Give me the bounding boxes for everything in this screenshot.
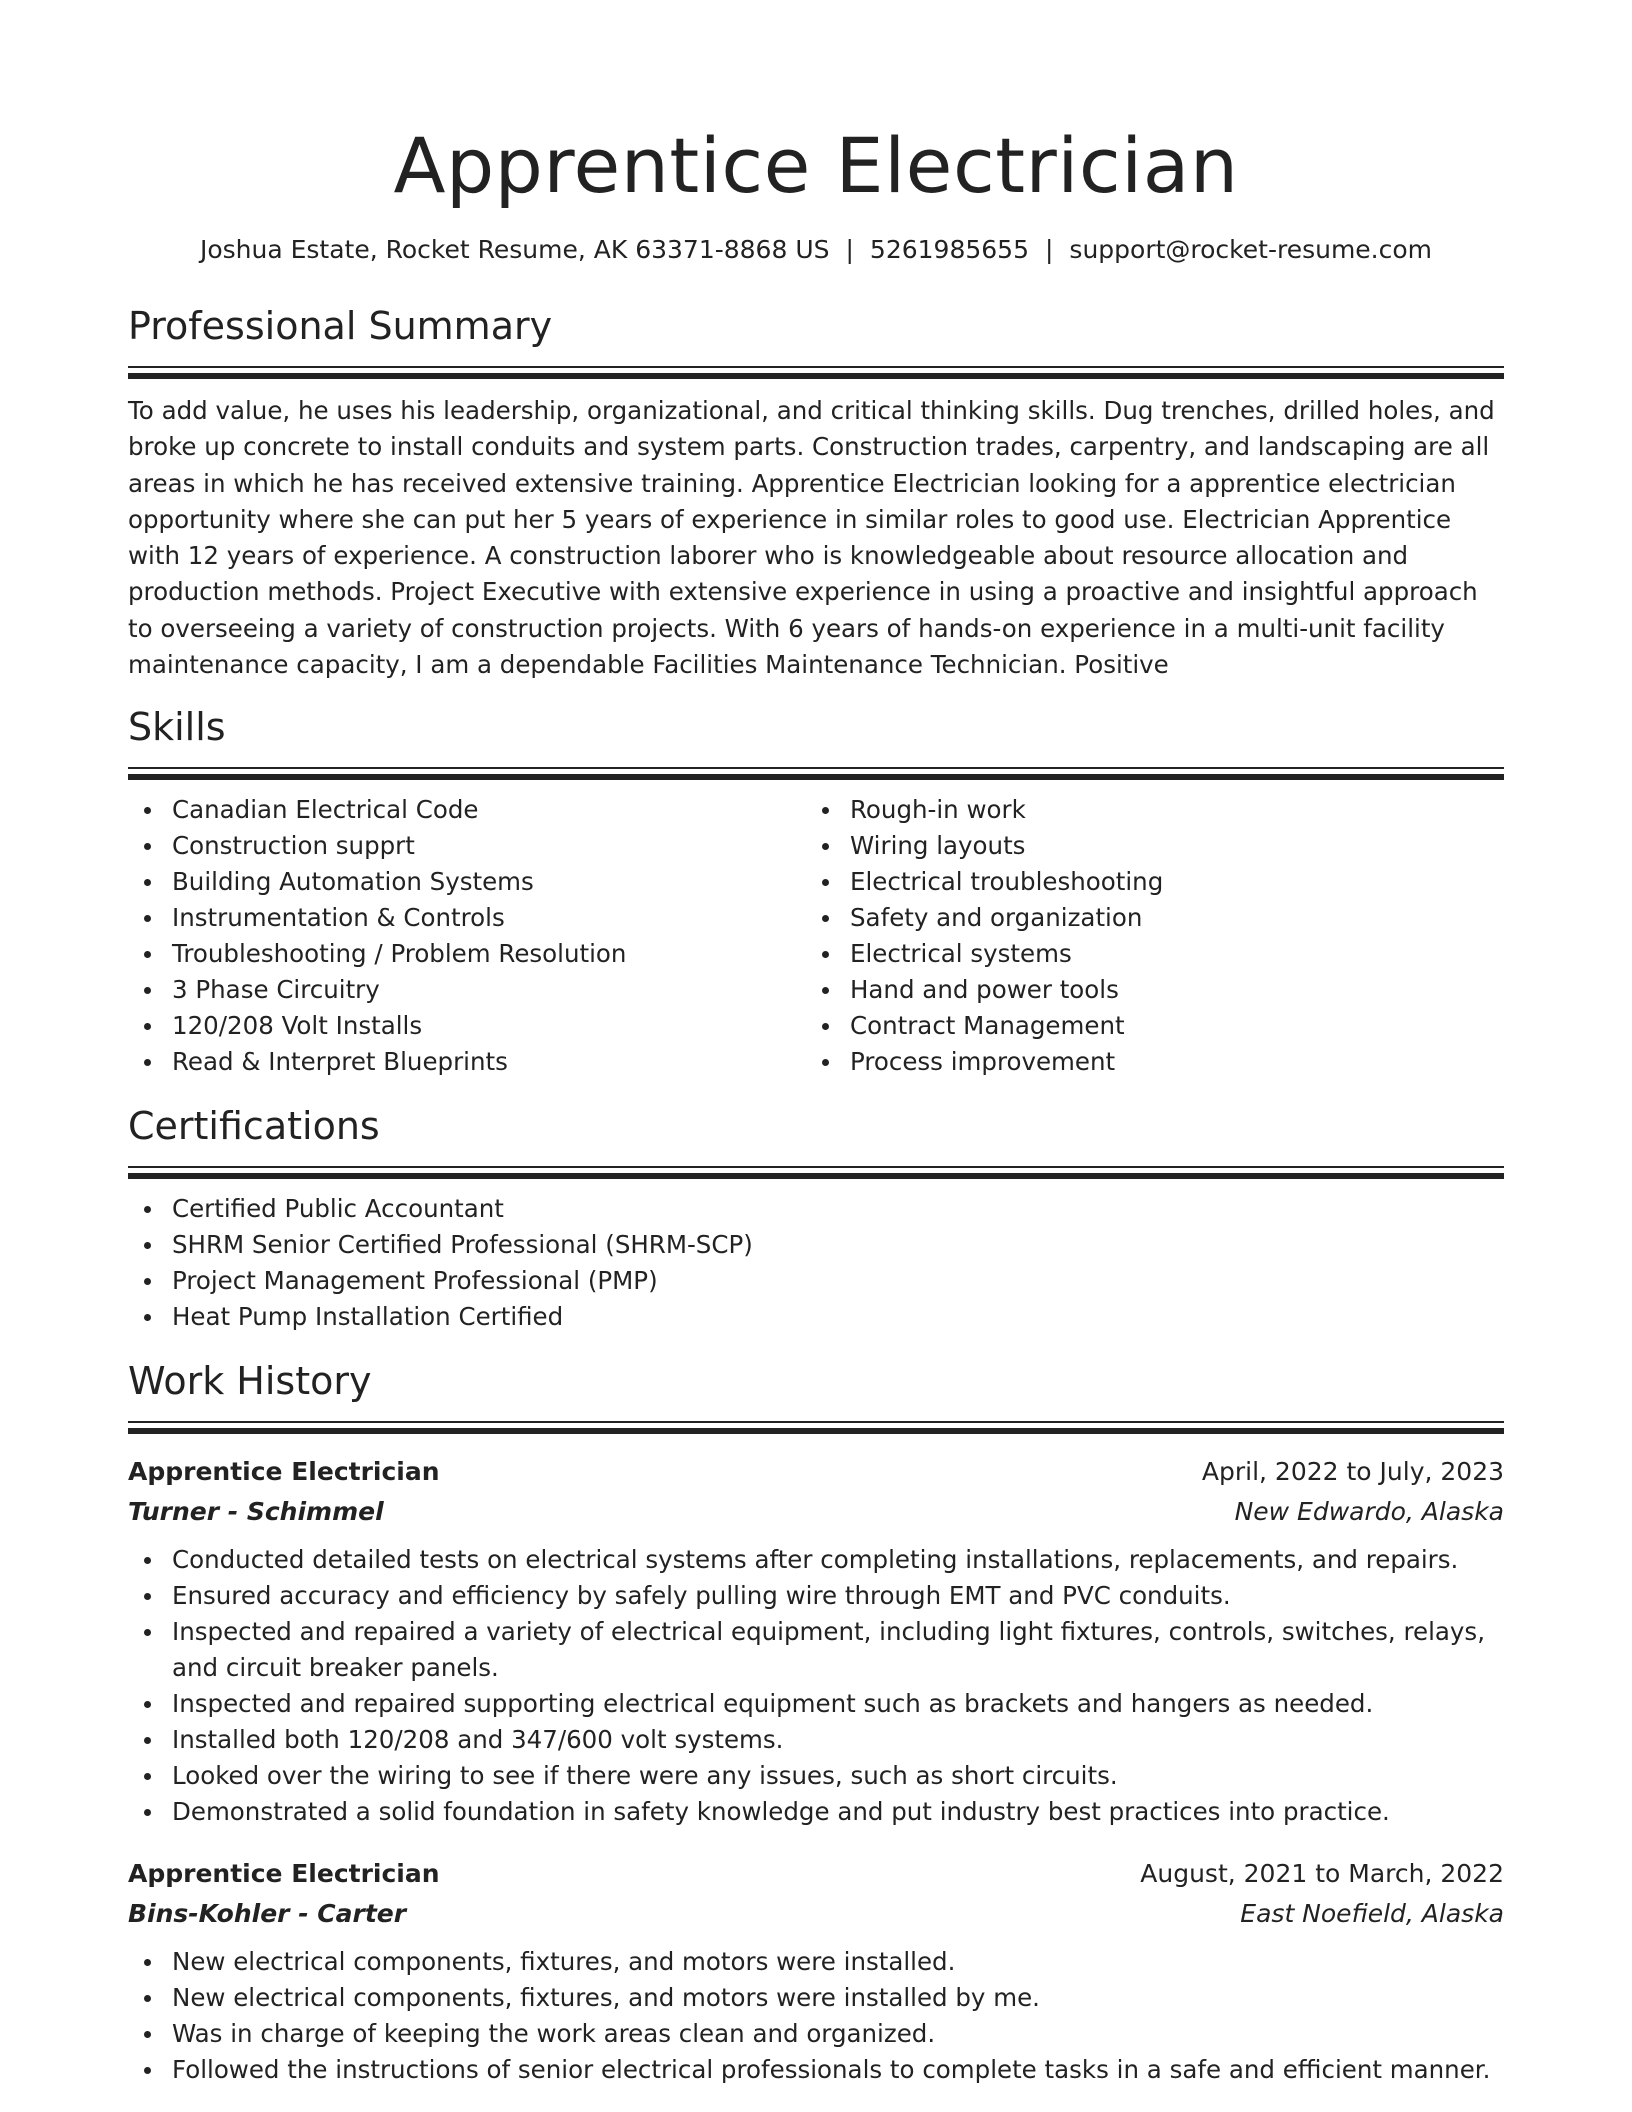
- skill-item: Troubleshooting / Problem Resolution: [128, 936, 806, 972]
- skill-item: Contract Management: [806, 1008, 1484, 1044]
- job-duty-item: Followed the instructions of senior electrical professionals to complete tasks in a safe and efficient manner.: [128, 2052, 1504, 2088]
- job-header-row: [128, 1452, 1504, 1492]
- skills-grid: [128, 792, 1504, 1080]
- skill-item: Electrical systems: [806, 936, 1484, 972]
- job-duty-item: Demonstrated a solid foundation in safety knowledge and put industry best practices into practice.: [128, 1794, 1504, 1830]
- job-employer-row: [128, 1894, 1504, 1934]
- job-duty-item: Inspected and repaired supporting electrical equipment such as brackets and hangers as needed.: [128, 1686, 1504, 1722]
- contact-email: support@rocket-resume.com: [1069, 235, 1433, 264]
- skill-item: 3 Phase Circuitry: [128, 972, 806, 1008]
- job-duty-item: Installed both 120/208 and 347/600 volt systems.: [128, 1722, 1504, 1758]
- section-heading: Certifications: [128, 1104, 380, 1149]
- job-entry: [128, 1854, 1504, 2088]
- job-duty-item: Conducted detailed tests on electrical systems after completing installations, replacements, and repairs.: [128, 1542, 1504, 1578]
- skill-item: Construction supprt: [128, 828, 806, 864]
- section-divider: [128, 1421, 1504, 1434]
- skills-list-left: [128, 792, 806, 1080]
- job-entry: [128, 1452, 1504, 1830]
- job-duties-list: [128, 1944, 1504, 2088]
- certification-item: Heat Pump Installation Certified: [128, 1299, 1504, 1335]
- job-dates: August, 2021 to March, 2022: [1140, 1859, 1504, 1889]
- job-location: New Edwardo, Alaska: [1234, 1497, 1504, 1527]
- section-heading: Professional Summary: [128, 304, 553, 348]
- skill-item: Rough-in work: [806, 792, 1484, 828]
- skill-item: Instrumentation & Controls: [128, 900, 806, 936]
- job-location: East Noefield, Alaska: [1240, 1899, 1504, 1929]
- certification-item: SHRM Senior Certified Professional (SHRM-SCP): [128, 1227, 1504, 1263]
- job-title: Apprentice Electrician: [128, 1859, 440, 1889]
- skill-item: Safety and organization: [806, 900, 1484, 936]
- certification-item: Project Management Professional (PMP): [128, 1263, 1504, 1299]
- job-duties-list: [128, 1542, 1504, 1830]
- certifications-list: [128, 1191, 1504, 1335]
- skill-item: Electrical troubleshooting: [806, 864, 1484, 900]
- skill-item: Read & Interpret Blueprints: [128, 1044, 806, 1080]
- job-duty-item: Looked over the wiring to see if there were any issues, such as short circuits.: [128, 1758, 1504, 1794]
- resume-title: Apprentice Electrician: [393, 121, 1239, 210]
- job-employer-row: [128, 1492, 1504, 1532]
- job-duty-item: New electrical components, fixtures, and motors were installed.: [128, 1944, 1504, 1980]
- job-title: Apprentice Electrician: [128, 1457, 440, 1487]
- skills-section: [128, 703, 1504, 1080]
- certifications-section: [128, 1102, 1504, 1335]
- job-duty-item: Was in charge of keeping the work areas clean and organized.: [128, 2016, 1504, 2052]
- skill-item: Wiring layouts: [806, 828, 1484, 864]
- job-dates: April, 2022 to July, 2023: [1201, 1457, 1504, 1487]
- job-company: Bins-Kohler - Carter: [128, 1899, 407, 1929]
- skill-item: 120/208 Volt Installs: [128, 1008, 806, 1044]
- contact-line: [128, 232, 1504, 268]
- skill-item: Hand and power tools: [806, 972, 1484, 1008]
- section-divider: [128, 366, 1504, 379]
- certification-item: Certified Public Accountant: [128, 1191, 1504, 1227]
- skill-item: Process improvement: [806, 1044, 1484, 1080]
- job-duty-item: Inspected and repaired a variety of electrical equipment, including light fixtures, controls, switches, relays, and circuit breaker panels.: [128, 1614, 1504, 1686]
- summary-text: To add value, he uses his leadership, organizational, and critical thinking skills. Dug trenches, drilled holes, and broke up concrete to install conduits and system parts. Construction trades, carpentry, and landscaping are all areas in which he has received extensive training. Apprentice Electrician looking for a apprentice electrician opportunity where she can put her 5 years of experience in similar roles to good use. Electrician Apprentice with 12 years of experience. A construction laborer who is knowledgeable about resource allocation and production methods. Project Executive with extensive experience in using a proactive and insightful approach to overseeing a variety of construction projects. With 6 years of hands-on experience in a multi-unit facility maintenance capacity, I am a dependable Facilities Maintenance Technician. Positive: [128, 396, 1495, 680]
- contact-separator: |: [1044, 235, 1054, 264]
- job-company: Turner - Schimmel: [128, 1497, 384, 1527]
- section-divider: [128, 1166, 1504, 1179]
- skill-item: Canadian Electrical Code: [128, 792, 806, 828]
- skill-item: Building Automation Systems: [128, 864, 806, 900]
- contact-phone: 5261985655: [869, 235, 1029, 264]
- section-heading: Work History: [128, 1359, 372, 1404]
- job-header-row: [128, 1854, 1504, 1894]
- work-history-section: [128, 1357, 1504, 2088]
- skills-list-right: [806, 792, 1484, 1080]
- summary-section: [128, 302, 1504, 683]
- contact-separator: |: [845, 235, 854, 264]
- job-duty-item: Ensured accuracy and efficiency by safely pulling wire through EMT and PVC conduits.: [128, 1578, 1504, 1614]
- job-duty-item: New electrical components, fixtures, and motors were installed by me.: [128, 1980, 1504, 2016]
- section-heading: Skills: [128, 705, 226, 750]
- section-divider: [128, 767, 1504, 780]
- contact-address: Joshua Estate, Rocket Resume, AK 63371-8868 US: [199, 235, 830, 264]
